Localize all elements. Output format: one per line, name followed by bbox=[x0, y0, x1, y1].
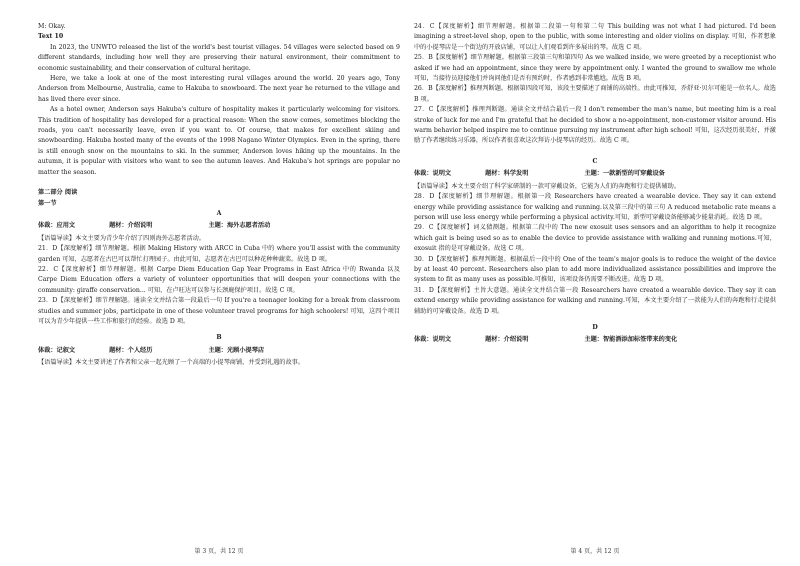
passage-c-meta bbox=[414, 169, 776, 179]
passage-d-theme: 主题：智能酒添加标签带来的变化 bbox=[584, 336, 678, 344]
passage-c-theme: 主题：一款新型的可穿戴设备 bbox=[584, 170, 665, 178]
answer-q27: 27．C【深度解析】推理判断题。通读全文并结合最后一段 I don't remember the man's name, but meeting him is a real stroke of luck for me and I'm grateful that he decided to show a no-appointment, non-customer visitor around. His warm behavior helped inspire me to continue pursuing my instrument after high school! 可知，这次经历很美好，并激励了作者继续练习乐器，所以作者很喜欢这次拜访小提琴店的经历。故选 C 项。 bbox=[414, 106, 776, 145]
answer-q29: 29．C【深度解析】词义猜测题。根据第二段中的 The new exosuit uses sensors and an algorithm to help it recognize which gait is being used so as to enable the device to provide assistance with walking and running motions.可知，exosuit 指的是可穿戴设备。故选 C 项。 bbox=[414, 224, 776, 253]
passage-b-meta bbox=[38, 346, 400, 356]
page-number-right: 第 4 页，共 12 页 bbox=[570, 548, 620, 555]
passage-c-guide: 【语篇导读】本文主要介绍了科学家研制的一款可穿戴设备，它能为人们的奔跑和行走提供辅助。 bbox=[414, 182, 681, 190]
passage-c-topic-type: 题材：科学发明 bbox=[485, 170, 529, 178]
part2-title: 第二部分 阅读 bbox=[38, 189, 78, 197]
passage-a-genre: 体裁：应用文 bbox=[38, 222, 76, 230]
right-column bbox=[414, 22, 776, 348]
page-number-left: 第 3 页，共 12 页 bbox=[194, 548, 244, 555]
passage-d-topic-type: 题材：介绍说明 bbox=[485, 336, 529, 344]
answer-q31: 31．D【深度解析】主旨大意题。通读全文并结合第一段 Researchers have created a wearable device. They say it can extend energy while providing assistance for walking and running.可知，本文主要介绍了一款能为人们的奔跑和行走提供辅助的可穿戴设备。故选 D 项。 bbox=[414, 286, 776, 315]
passage-d-meta bbox=[414, 335, 776, 345]
answer-q21: 21．D【深度解析】细节理解题。根据 Making History with ARCC in Cuba 中的 where you'll assist with the community garden 可知，志愿者在古巴可以帮忙打理园子。由此可知，志愿者在古巴可以种花种种蔬菜。故选 D 项。 bbox=[38, 245, 400, 263]
passage-c-letter: C bbox=[592, 157, 598, 165]
section1-title: 第一节 bbox=[38, 199, 57, 207]
passage-b-guide: 【语篇导读】本文主要讲述了作者和父亲一起光顾了一个高端的小提琴商铺，并受到礼遇的故事。 bbox=[38, 359, 305, 367]
dialogue-line: M: Okay. bbox=[38, 23, 66, 30]
passage-a-letter: A bbox=[216, 209, 222, 217]
passage-d-letter: D bbox=[592, 323, 598, 331]
text10-paragraph-2: Here, we take a look at one of the most interesting rural villages around the world. 20 years ago, Tony Anderson from Melbourne, Australia, came to Hakuba to snowboard. The next year he returned to the village and has lived there ever since. bbox=[38, 75, 400, 103]
passage-c-genre: 体裁：说明文 bbox=[414, 170, 452, 178]
passage-a-meta bbox=[38, 221, 400, 231]
passage-b-theme: 主题：光顾小提琴店 bbox=[208, 346, 265, 354]
passage-d-genre: 体裁：说明文 bbox=[414, 336, 452, 344]
text10-paragraph-3: As a hotel owner, Anderson says Hakuba's culture of hospitality makes it particularly welcoming for visitors. This tradition of hospitality has developed for a practical reason: When the snow comes, sometimes blocking the roads, you can't necessarily leave, even if you want to. Of course, that makes for excellent skiing and snowboarding. Hakuba hosted many of the events of the 1998 Nagano Winter Olympics. Even in the spring, there is still enough snow on the mountains to ski. In the summer, Anderson loves hiking up the mountains. In the autumn, it is popular with visitors who want to see the autumn leaves. And Hakuba's hot springs are popular no matter the season. bbox=[38, 106, 400, 176]
answer-q26: 26．B【深度解析】推理判断题。根据第四段可知，该段主要描述了商铺的高端性。由此可推知，乔舒亚·贝尔可能是一位名人。故选 B 项。 bbox=[414, 85, 776, 103]
passage-a-theme: 主题：海外志愿者活动 bbox=[208, 222, 271, 230]
answer-q22: 22．C【深度解析】细节理解题。根据 Carpe Diem Education Gap Year Programs in East Africa 中的 Rwanda 以及 Carpe Diem Education offers a variety of volunteer opportunities that will deepen your connections with the community: giraffe conservation... 可知，在卢旺达可以参与长颈鹿保护项目。故选 C 项。 bbox=[38, 265, 400, 294]
answer-q25: 25．B【深度解析】细节理解题。根据第三段第三句和第四句 As we walked inside, we were greeted by a receptionist who asked if we had an appointment, since they were by appointment only. I wanted the ground to swallow me whole 可知，当接待员迎接他们并询问他们是否有预约时，作者感到非常尴尬。故选 B 项。 bbox=[414, 54, 776, 83]
answer-q23: 23．D【深度解析】细节理解题。通读全文并结合第一段最后一句 If you're a teenager looking for a break from classroom studies and summer jobs, participate in one of these volunteer travel programs for high schoolers! 可知，这四个项目可以为青少年提供一些工作和旅行的经验。故选 D 项。 bbox=[38, 297, 400, 325]
text10-label: Text 10 bbox=[38, 33, 64, 41]
passage-a-topic-type: 题材：介绍说明 bbox=[109, 222, 153, 230]
left-column bbox=[38, 22, 400, 369]
answer-q30: 30．D【深度解析】推理判断题。根据最后一段中的 One of the team's major goals is to reduce the weight of the device by at least 40 percent. Researchers also plan to add more individualized assistance possibilities and improve the system to fit as many uses as possible.可推知，该项设备仍需要不断改进。故选 D 项。 bbox=[414, 255, 776, 284]
passage-b-letter: B bbox=[216, 334, 222, 342]
answer-q28: 28．D【深度解析】细节理解题。根据第一段 Researchers have created a wearable device. They say it can extend energy while providing assistance for walking and running.以及第三段中的第三句 A reduced metabolic rate means a person will use less energy while performing a physical activity.可知，新型可穿戴设备能够减少能量消耗。故选 D 项。 bbox=[414, 193, 776, 221]
passage-a-guide: 【语篇导读】本文主要为青少年介绍了四则海外志愿者活动。 bbox=[38, 234, 206, 242]
answer-q24: 24．C【深度解析】细节理解题。根据第二段第一句和第二句 This building was not what I had pictured. I'd been imagining a street-level shop, open to the public, with some interesting and older violins on display. 可知，作者想象中的小提琴店是一个街边的开放店铺，可以让人们观看到许多展出的琴。故选 C 项。 bbox=[414, 23, 776, 51]
text10-paragraph-1: In 2023, the UNWTO released the list of the world's best tourist villages. 54 villages were selected based on 9 different standards, including how well they are preserving their natural environment, their commitment to economic sustainability, and their conservation of cultural heritage. bbox=[38, 43, 400, 72]
passage-b-genre: 体裁：记叙文 bbox=[38, 346, 76, 354]
passage-b-topic-type: 题材：个人经历 bbox=[109, 346, 153, 354]
